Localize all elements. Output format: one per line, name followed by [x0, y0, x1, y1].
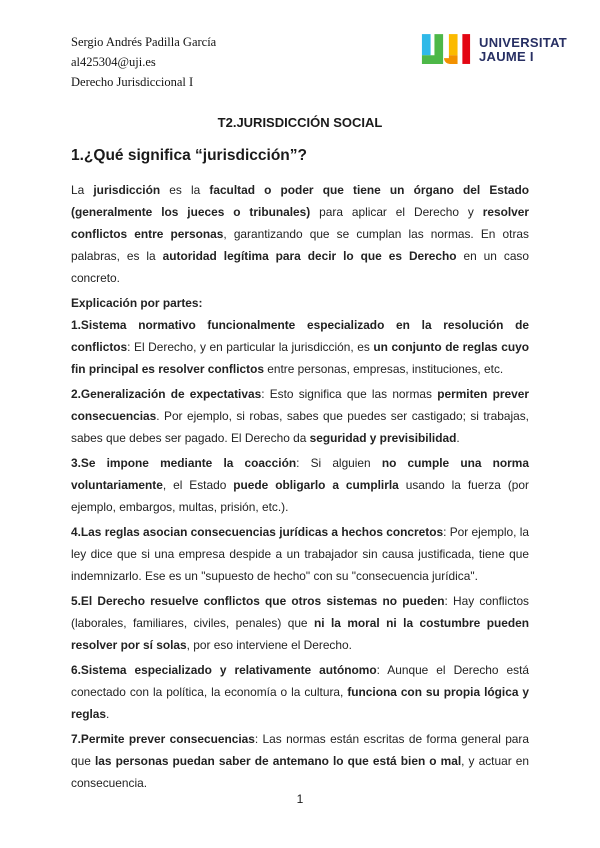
paragraph	[71, 452, 529, 518]
section-heading: 1.¿Qué significa “jurisdicción”?	[71, 147, 307, 164]
bold-text-run: 1.Sistema normativo funcionalmente especializado en la resolución de conflictos	[71, 318, 529, 354]
paragraph	[71, 314, 529, 380]
text-run: .	[106, 707, 110, 721]
bold-text-run: no cumple una norma voluntariamente	[71, 456, 529, 492]
text-run: : Por ejemplo, la ley dice que si una empresa despide a un trabajador sin causa justificada, tiene que indemnizarlo. Ese es un "supuesto de hecho" con su "consecuencia jurídica".	[71, 525, 530, 583]
paragraph	[71, 590, 529, 656]
text-run: , garantizando que se cumplan las normas. En otras palabras, es la	[71, 227, 529, 263]
document-title: T2.JURISDICCIÓN SOCIAL	[217, 115, 383, 130]
paragraph	[71, 521, 529, 587]
university-name-line1: UNIVERSITAT	[479, 35, 568, 50]
paragraph	[71, 292, 529, 314]
bold-text-run: 4.Las reglas asocian consecuencias jurídicas a hechos concretos	[71, 525, 444, 539]
author-name: Sergio Andrés Padilla García	[71, 35, 217, 49]
bold-text-run: resolver conflictos entre personas	[71, 205, 529, 241]
uji-logo	[420, 31, 567, 68]
bold-text-run: ni la moral ni la costumbre pueden resolver por sí solas	[71, 616, 529, 652]
text-run: : Aunque el Derecho está conectado con la política, la economía o la cultura,	[71, 663, 529, 699]
text-run: , por eso interviene el Derecho.	[186, 638, 352, 652]
page-number: 1	[296, 792, 304, 806]
paragraph	[71, 383, 529, 449]
bold-text-run: 7.Permite prever consecuencias	[71, 732, 255, 746]
text-run: , el Estado	[162, 478, 234, 492]
logo-j-stroke	[449, 34, 458, 55]
bold-text-run: facultad o poder que tiene un órgano del Estado (generalmente los jueces o tribunales)	[71, 183, 529, 219]
text-run: en un caso concreto.	[71, 249, 529, 285]
text-run: .	[456, 431, 460, 445]
paragraph	[71, 728, 529, 794]
university-name-line2: JAUME I	[479, 48, 534, 64]
bold-text-run: 5.El Derecho resuelve conflictos que otros sistemas no pueden	[71, 594, 445, 608]
bold-text-run: 2.Generalización de expectativas	[71, 387, 262, 401]
bold-text-run: 6.Sistema especializado y relativamente autónomo	[71, 663, 377, 677]
text-run: . Por ejemplo, si robas, sabes que puedes ser castigado; si trabajas, sabes que debes ser pagado. El Derecho da	[71, 409, 529, 445]
document-header	[71, 32, 216, 92]
logo-i-stroke	[462, 34, 470, 64]
bold-text-run: un conjunto de reglas cuyo fin principal es resolver conflictos	[71, 340, 529, 376]
text-run: : El Derecho, y en particular la jurisdicción, es	[127, 340, 374, 354]
bold-text-run: funciona con su propia lógica y reglas	[71, 685, 530, 721]
university-name	[479, 36, 567, 63]
text-run: : Las normas están escritas de forma general para que	[71, 732, 529, 768]
text-run: , y actuar en consecuencia.	[71, 754, 529, 790]
text-run: : Si alguien	[296, 456, 382, 470]
bold-text-run: jurisdicción	[93, 183, 161, 197]
text-run: : Hay conflictos (laborales, familiares, civiles, penales) que	[71, 594, 529, 630]
logo-j-hook	[444, 55, 457, 64]
bold-text-run: autoridad legítima para decir lo que es Derecho	[162, 249, 457, 263]
paragraph	[71, 659, 529, 725]
text-run: La	[71, 183, 94, 197]
text-run: para aplicar el Derecho y	[310, 205, 483, 219]
bold-text-run: permiten prever consecuencias	[71, 387, 529, 423]
bold-text-run: 3.Se impone mediante la coacción	[71, 456, 297, 470]
text-run: entre personas, empresas, instituciones, etc.	[263, 362, 504, 376]
document-body	[71, 179, 529, 797]
author-email: al425304@uji.es	[71, 55, 156, 69]
text-run: es la	[160, 183, 210, 197]
text-run: usando la fuerza (por ejemplo, embargos, multas, prisión, etc.).	[71, 478, 529, 514]
course-name: Derecho Jurisdiccional I	[71, 75, 194, 89]
bold-text-run: puede obligarlo a cumplirla	[233, 478, 399, 492]
uji-logo-icon	[420, 31, 472, 68]
text-run: : Esto significa que las normas	[261, 387, 438, 401]
bold-text-run: seguridad y previsibilidad	[309, 431, 457, 445]
paragraph	[71, 179, 529, 289]
bold-text-run: las personas puedan saber de antemano lo que está bien o mal	[94, 754, 462, 768]
bold-text-run: Explicación por partes:	[71, 296, 203, 310]
logo-u-left-stroke	[422, 34, 431, 55]
